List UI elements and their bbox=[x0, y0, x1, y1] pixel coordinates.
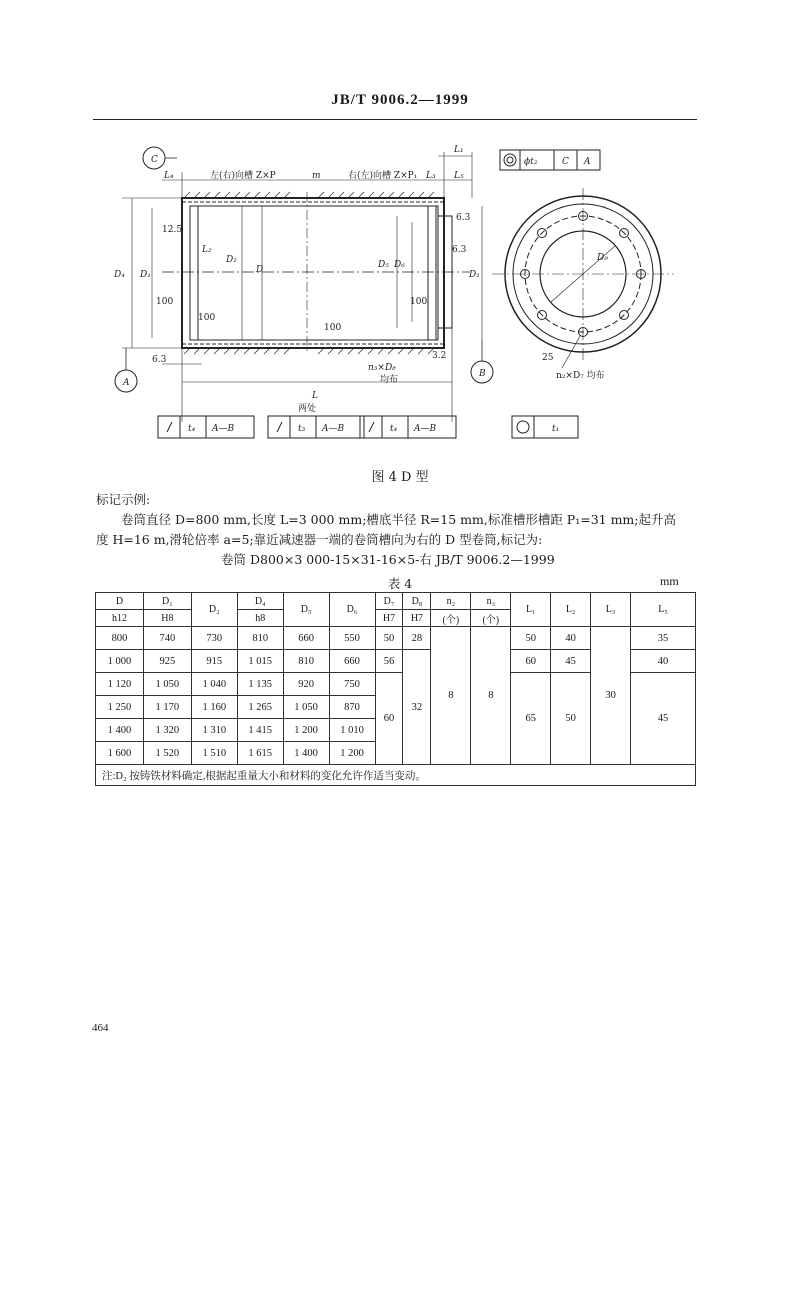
cell: 810 bbox=[283, 650, 329, 673]
cell-l1: 65 bbox=[511, 673, 551, 765]
cell-d8: 32 bbox=[403, 650, 431, 765]
datum-a: A bbox=[123, 378, 130, 388]
cell: 800 bbox=[96, 627, 144, 650]
spec-table bbox=[95, 592, 696, 786]
label-left-groove: 左(右)向槽 Z×P bbox=[210, 171, 276, 181]
cell: 1 265 bbox=[237, 696, 283, 719]
tol-top-phi: ϕt₂ bbox=[524, 157, 538, 167]
cell-l1: 50 bbox=[511, 627, 551, 650]
roughness-100-left: 100 bbox=[156, 297, 174, 307]
tol-t4-left: t₄ bbox=[188, 424, 196, 434]
drum-drawing bbox=[92, 132, 698, 452]
label-d1: D₁ bbox=[140, 270, 151, 280]
th-d4: D₄ bbox=[237, 593, 283, 610]
label-d4: D₄ bbox=[114, 270, 125, 280]
cell: 1 015 bbox=[237, 650, 283, 673]
cell: 870 bbox=[329, 696, 375, 719]
cell-l1: 60 bbox=[511, 650, 551, 673]
tol-t4-right: t₄ bbox=[390, 424, 398, 434]
label-n3d8: n₃×D₈ bbox=[368, 363, 396, 373]
table-row bbox=[96, 627, 696, 650]
cell: 750 bbox=[329, 673, 375, 696]
standard-header: JB/T 9006.2—1999 bbox=[331, 92, 469, 108]
cell: 1 200 bbox=[329, 742, 375, 765]
cell-l2: 45 bbox=[551, 650, 591, 673]
cell: 1 170 bbox=[143, 696, 191, 719]
cell-l2: 40 bbox=[551, 627, 591, 650]
marking-line1: 卷筒直径 D=800 mm,长度 L=3 000 mm;槽底半径 R=15 mm,标准槽形槽距 P₁=31 mm;起升高 bbox=[121, 512, 676, 527]
table-unit: mm bbox=[660, 574, 679, 588]
cell: 1 010 bbox=[329, 719, 375, 742]
th-l2: L₂ bbox=[551, 593, 591, 627]
cell-l2: 50 bbox=[551, 673, 591, 765]
cell-n3: 8 bbox=[471, 627, 511, 765]
label-d: D bbox=[256, 265, 264, 275]
cell: 915 bbox=[191, 650, 237, 673]
label-d5: D₅ bbox=[378, 260, 389, 270]
tol-ab-left: A—B bbox=[212, 424, 235, 434]
label-d1-right: D₁ bbox=[469, 270, 480, 280]
label-right-groove: 右(左)向槽 Z×P₁ bbox=[348, 171, 418, 181]
tol-ab-mid: A—B bbox=[322, 424, 345, 434]
th-d7: D₇ bbox=[375, 593, 403, 610]
cell-l3: 30 bbox=[591, 627, 631, 765]
label-l3-top: L₃ bbox=[426, 171, 436, 181]
table-title: 表 4 bbox=[387, 576, 413, 591]
cell: 1 520 bbox=[143, 742, 191, 765]
th-n3: n₃ bbox=[471, 593, 511, 610]
th-d-tol: h12 bbox=[96, 610, 144, 627]
label-d6: D₆ bbox=[394, 260, 405, 270]
roughness-125: 12.5 bbox=[162, 225, 183, 235]
th-d8: D₈ bbox=[403, 593, 431, 610]
cell: 1 310 bbox=[191, 719, 237, 742]
cell-l5: 40 bbox=[631, 650, 696, 673]
cell-l5: 45 bbox=[631, 673, 696, 765]
th-d7-tol: H7 bbox=[375, 610, 403, 627]
th-l3: L₃ bbox=[591, 593, 631, 627]
label-d2: D₂ bbox=[226, 255, 237, 265]
cell: 810 bbox=[237, 627, 283, 650]
roughness-63-mid: 6.3 bbox=[452, 245, 467, 255]
th-l1: L₁ bbox=[511, 593, 551, 627]
cell: 660 bbox=[329, 650, 375, 673]
label-liangchu: 两处 bbox=[298, 404, 317, 414]
tol-t3: t₃ bbox=[298, 424, 306, 434]
table-note: 注:D₂ 按铸铁材料确定,根据起重量大小和材料的变化允许作适当变动。 bbox=[96, 765, 696, 786]
cell: 1 400 bbox=[96, 719, 144, 742]
marking-example: 卷筒 D800×3 000-15×31-16×5-右 JB/T 9006.2—1999 bbox=[221, 552, 555, 567]
cell: 550 bbox=[329, 627, 375, 650]
roughness-25: 25 bbox=[542, 353, 554, 363]
cell: 920 bbox=[283, 673, 329, 696]
cell-n2: 8 bbox=[431, 627, 471, 765]
th-d6: D₆ bbox=[329, 593, 375, 627]
label-d9: D₉ bbox=[597, 253, 608, 263]
th-d1: D₁ bbox=[143, 593, 191, 610]
cell: 1 415 bbox=[237, 719, 283, 742]
tol-top-c: C bbox=[562, 157, 569, 167]
header-rule bbox=[93, 119, 697, 120]
cell: 1 135 bbox=[237, 673, 283, 696]
th-d8-tol: H7 bbox=[403, 610, 431, 627]
th-n3-unit: (个) bbox=[471, 610, 511, 627]
label-n2d7: n₂×D₇ 均布 bbox=[556, 371, 605, 381]
datum-b: B bbox=[479, 369, 486, 379]
cell: 740 bbox=[143, 627, 191, 650]
th-d4-tol: h8 bbox=[237, 610, 283, 627]
cell: 1 050 bbox=[143, 673, 191, 696]
cell: 1 120 bbox=[96, 673, 144, 696]
th-n2: n₂ bbox=[431, 593, 471, 610]
roughness-100-inner: 100 bbox=[198, 313, 216, 323]
tol-ab-right: A—B bbox=[414, 424, 437, 434]
cell: 1 615 bbox=[237, 742, 283, 765]
roughness-32: 3.2 bbox=[432, 351, 447, 361]
cell-d7: 50 bbox=[375, 627, 403, 650]
roughness-63-left: 6.3 bbox=[152, 355, 167, 365]
cell-l5: 35 bbox=[631, 627, 696, 650]
th-d5: D₅ bbox=[283, 593, 329, 627]
cell: 1 050 bbox=[283, 696, 329, 719]
label-m: m bbox=[312, 171, 321, 181]
cell-d8: 28 bbox=[403, 627, 431, 650]
cell: 1 510 bbox=[191, 742, 237, 765]
th-d1-tol: H8 bbox=[143, 610, 191, 627]
cell: 1 160 bbox=[191, 696, 237, 719]
table-header-row-1 bbox=[96, 593, 696, 610]
th-d2: D₂ bbox=[191, 593, 237, 627]
cell: 1 000 bbox=[96, 650, 144, 673]
roughness-100-bottom: 100 bbox=[324, 323, 342, 333]
roughness-63-right: 6.3 bbox=[456, 213, 471, 223]
cell-d7: 60 bbox=[375, 673, 403, 765]
marking-title: 标记示例: bbox=[96, 492, 151, 507]
label-l5: L₅ bbox=[454, 171, 464, 181]
roughness-100-right: 100 bbox=[410, 297, 428, 307]
cell: 1 200 bbox=[283, 719, 329, 742]
figure-caption: 图 4 D 型 bbox=[371, 470, 429, 485]
label-junbu: 均布 bbox=[380, 375, 399, 385]
cell: 660 bbox=[283, 627, 329, 650]
tol-t1: t₁ bbox=[552, 424, 560, 434]
datum-c: C bbox=[151, 155, 158, 165]
cell: 1 040 bbox=[191, 673, 237, 696]
cell-d7: 56 bbox=[375, 650, 403, 673]
th-n2-unit: (个) bbox=[431, 610, 471, 627]
label-l2: L₂ bbox=[202, 245, 212, 255]
cell: 925 bbox=[143, 650, 191, 673]
cell: 1 600 bbox=[96, 742, 144, 765]
th-l5: L₅ bbox=[631, 593, 696, 627]
label-l: L bbox=[312, 391, 318, 401]
marking-line2: 度 H=16 m,滑轮倍率 a=5;靠近减速器一端的卷筒槽向为右的 D 型卷筒,标记为: bbox=[96, 532, 543, 547]
tol-top-a: A bbox=[584, 157, 591, 167]
cell: 1 250 bbox=[96, 696, 144, 719]
cell: 1 320 bbox=[143, 719, 191, 742]
label-l4: L₄ bbox=[164, 171, 174, 181]
cell: 730 bbox=[191, 627, 237, 650]
label-l1: L₁ bbox=[454, 145, 464, 155]
th-d: D bbox=[96, 593, 144, 610]
table-note-row bbox=[96, 765, 696, 786]
page-number: 464 bbox=[92, 1022, 109, 1034]
cell: 1 400 bbox=[283, 742, 329, 765]
